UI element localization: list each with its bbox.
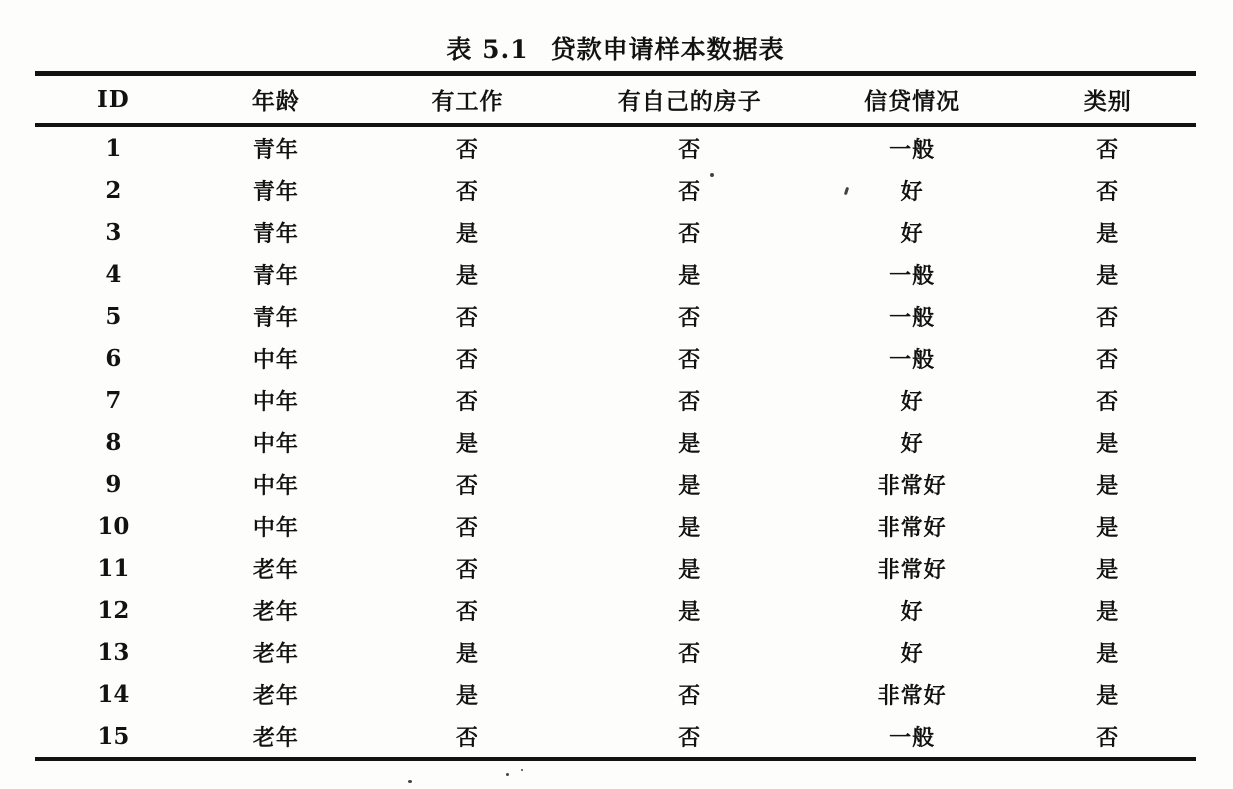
- table-caption: [0, 30, 1231, 66]
- table-cell: 是: [455, 262, 479, 289]
- table-cell: 中年: [252, 430, 299, 457]
- row-id-cell: 15: [97, 722, 130, 750]
- table-cell: 否: [678, 724, 702, 751]
- table-header-row: [35, 74, 1196, 126]
- table-cell: 是: [678, 430, 702, 457]
- column-header: 有自己的房子: [575, 74, 805, 126]
- table-cell: 青年: [252, 178, 299, 205]
- table-row: [35, 421, 1196, 463]
- table-cell: 是: [1096, 682, 1120, 709]
- table-cell: 中年: [252, 346, 299, 373]
- row-id-cell: 6: [105, 344, 122, 372]
- table-cell: 老年: [252, 556, 299, 583]
- row-id-cell: 7: [105, 386, 122, 414]
- table-cell: 中年: [252, 388, 299, 415]
- table-cell: 否: [1096, 178, 1120, 205]
- table-cell: 是: [455, 220, 479, 247]
- table-row: [35, 169, 1196, 211]
- table-cell: 否: [678, 682, 702, 709]
- table-cell: 好: [900, 640, 924, 667]
- table-cell: 是: [1096, 640, 1120, 667]
- table-cell: 中年: [252, 514, 299, 541]
- table-cell: 是: [1096, 220, 1120, 247]
- table-cell: 否: [678, 640, 702, 667]
- scan-speck: [710, 173, 714, 177]
- table-cell: 一般: [889, 262, 936, 289]
- table-row: [35, 715, 1196, 759]
- table-cell: 否: [455, 178, 479, 205]
- table-cell: 是: [678, 262, 702, 289]
- table-cell: 是: [678, 598, 702, 625]
- table-cell: 青年: [252, 304, 299, 331]
- table-cell: 一般: [889, 304, 936, 331]
- table-row: [35, 125, 1196, 169]
- table-cell: 否: [678, 346, 702, 373]
- row-id-cell: 4: [105, 260, 122, 288]
- column-header: 信贷情况: [805, 74, 1020, 126]
- table-cell: 否: [455, 514, 479, 541]
- scan-speck: [408, 780, 412, 783]
- row-id-cell: 1: [105, 134, 122, 162]
- table-cell: 老年: [252, 598, 299, 625]
- table-row: [35, 463, 1196, 505]
- table-cell: 是: [1096, 514, 1120, 541]
- table-cell: 一般: [889, 136, 936, 163]
- table-cell: 一般: [889, 724, 936, 751]
- row-id-cell: 5: [105, 302, 122, 330]
- table-cell: 否: [455, 346, 479, 373]
- table-cell: 青年: [252, 220, 299, 247]
- table-cell: 否: [1096, 388, 1120, 415]
- table-cell: 否: [455, 598, 479, 625]
- table-title: 贷款申请样本数据表: [550, 35, 785, 64]
- table-row: [35, 631, 1196, 673]
- table-cell: 好: [900, 220, 924, 247]
- table-cell: 是: [678, 514, 702, 541]
- table-cell: 否: [455, 472, 479, 499]
- row-id-cell: 10: [97, 512, 130, 540]
- table-cell: 好: [900, 598, 924, 625]
- row-id-cell: 14: [97, 680, 130, 708]
- row-id-cell: 11: [97, 554, 130, 582]
- table-cell: 是: [1096, 430, 1120, 457]
- table-cell: 老年: [252, 724, 299, 751]
- table-row: [35, 547, 1196, 589]
- table-row: [35, 211, 1196, 253]
- row-id-cell: 13: [97, 638, 130, 666]
- table-cell: 否: [678, 388, 702, 415]
- table-cell: 非常好: [877, 472, 947, 499]
- table-cell: 好: [900, 178, 924, 205]
- table-cell: 否: [678, 304, 702, 331]
- table-cell: 是: [1096, 262, 1120, 289]
- loan-application-sample-table: [35, 71, 1196, 761]
- column-header: 类别: [1020, 74, 1196, 126]
- table-cell: 是: [678, 472, 702, 499]
- table-cell: 否: [455, 136, 479, 163]
- table-cell: 否: [455, 724, 479, 751]
- table-cell: 一般: [889, 346, 936, 373]
- table-cell: 否: [455, 304, 479, 331]
- table-cell: 否: [678, 136, 702, 163]
- table-cell: 是: [1096, 472, 1120, 499]
- table-cell: 老年: [252, 682, 299, 709]
- table-cell: 否: [678, 178, 702, 205]
- column-header: 有工作: [360, 74, 575, 126]
- table-cell: 否: [1096, 304, 1120, 331]
- column-header: ID: [35, 74, 192, 126]
- table-row: [35, 337, 1196, 379]
- table-row: [35, 673, 1196, 715]
- table-cell: 否: [678, 220, 702, 247]
- table-cell: 好: [900, 388, 924, 415]
- table-cell: 否: [1096, 346, 1120, 373]
- column-header: 年龄: [192, 74, 360, 126]
- table-cell: 是: [1096, 556, 1120, 583]
- table-cell: 非常好: [877, 556, 947, 583]
- table-row: [35, 379, 1196, 421]
- table-cell: 否: [1096, 724, 1120, 751]
- table-row: [35, 253, 1196, 295]
- table-cell: 好: [900, 430, 924, 457]
- table-row: [35, 589, 1196, 631]
- table-cell: 中年: [252, 472, 299, 499]
- row-id-cell: 8: [105, 428, 122, 456]
- table-row: [35, 295, 1196, 337]
- table-cell: 是: [455, 640, 479, 667]
- scan-speck: [521, 769, 523, 771]
- table-cell: 否: [1096, 136, 1120, 163]
- scan-speck: [506, 773, 509, 776]
- table-number: 表 5.1: [446, 35, 529, 64]
- table-cell: 否: [455, 388, 479, 415]
- table-cell: 非常好: [877, 682, 947, 709]
- table-cell: 否: [455, 556, 479, 583]
- table-cell: 是: [455, 682, 479, 709]
- table-cell: 是: [1096, 598, 1120, 625]
- table-row: [35, 505, 1196, 547]
- table-cell: 是: [678, 556, 702, 583]
- row-id-cell: 9: [105, 470, 122, 498]
- table-cell: 是: [455, 430, 479, 457]
- row-id-cell: 12: [97, 596, 130, 624]
- table-cell: 青年: [252, 136, 299, 163]
- row-id-cell: 3: [105, 218, 122, 246]
- row-id-cell: 2: [105, 176, 122, 204]
- table-cell: 青年: [252, 262, 299, 289]
- table-cell: 非常好: [877, 514, 947, 541]
- table-cell: 老年: [252, 640, 299, 667]
